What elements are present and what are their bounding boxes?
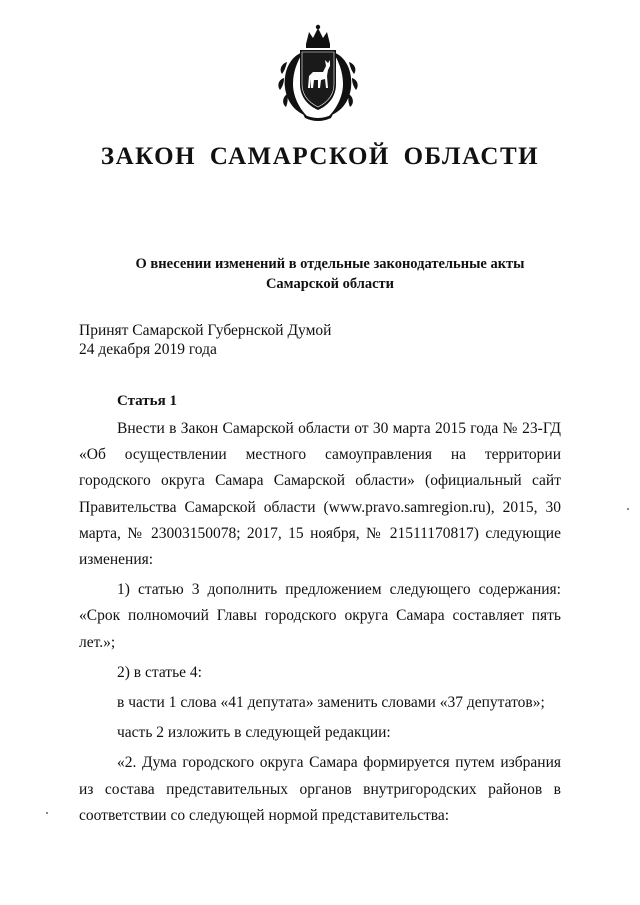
scan-artifact bbox=[46, 812, 48, 814]
article-paragraph: в части 1 слова «41 депутата» заменить словами «37 депутатов»; bbox=[117, 694, 545, 712]
article-paragraph: «2. Дума городского округа Самара формируется путем избрания из состава представительных органов внутригородских районов в соответствии со следующей нормой представительства: bbox=[79, 754, 561, 824]
article-paragraph: часть 2 изложить в следующей редакции: bbox=[117, 724, 391, 742]
samara-coat-of-arms-icon bbox=[273, 22, 363, 122]
article-paragraph: 1) статью 3 дополнить предложением следующего содержания: «Срок полномочий Главы городского округа Самара составляет пять лет.»; bbox=[79, 581, 561, 651]
law-subject-line: Самарской области bbox=[265, 276, 395, 292]
article-paragraph: 2) в статье 4: bbox=[117, 663, 202, 681]
article-heading: Статья 1 bbox=[117, 393, 177, 409]
article-paragraph: Внести в Закон Самарской области от 30 марта 2015 года № 23-ГД «Об осуществлении местного самоуправления на территории городского округа Самара Самарской области» (официальный сайт Правительства Самарской области (www.pravo.samregion.ru), 2015, 30 марта, № 23003150078; 2017, 15 ноября, № 21511170817) следующие изменения: bbox=[79, 420, 561, 569]
article-body bbox=[79, 416, 561, 829]
law-subject bbox=[80, 254, 580, 294]
scan-artifact bbox=[627, 508, 629, 510]
adoption-info bbox=[79, 321, 331, 359]
law-subject-line: О внесении изменений в отдельные законодательные акты bbox=[135, 256, 525, 272]
adoption-body: Принят Самарской Губернской Думой bbox=[79, 322, 332, 339]
law-title: ЗАКОН САМАРСКОЙ ОБЛАСТИ bbox=[100, 143, 540, 170]
adoption-date: 24 декабря 2019 года bbox=[79, 341, 217, 358]
